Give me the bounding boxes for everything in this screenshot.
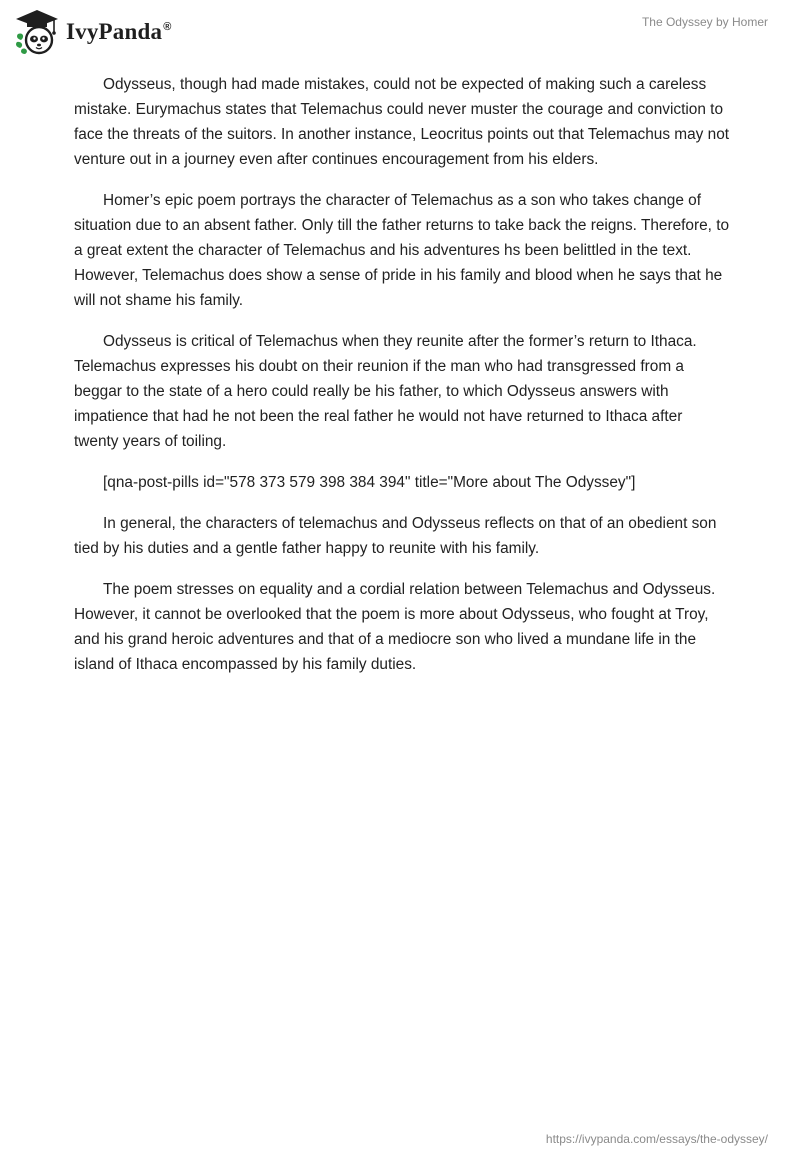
panda-graduate-icon [14,8,60,56]
paragraph: The poem stresses on equality and a cordial relation between Telemachus and Odysseus. However, it cannot be overlooked that the poem is more about Odysseus, who fought at Troy, and his grand heroic adventures and that of a mediocre son who lived a mundane life in the island of Ithaca encompassed by his family duties. [74,581,716,673]
paragraph: Odysseus, though had made mistakes, could not be expected of making such a careless mistake. Eurymachus states that Telemachus could never muster the courage and conviction to face the threats of the suitors. In another instance, Leocritus points out that Telemachus may not venture out in a journey even after continues encouragement from his elders. [74,76,730,168]
document-title: The Odyssey by Homer [641,15,768,29]
logo-wordmark: IvyPanda® [66,19,172,44]
ivypanda-logo[interactable] [14,8,172,56]
registered-mark: ® [163,21,172,34]
paragraph: In general, the characters of telemachus and Odysseus reflects on that of an obedient son tied by his duties and a gentle father happy to reunite with his family. [74,515,717,557]
shortcode-paragraph: [qna-post-pills id="578 373 579 398 384 394" title="More about The Odyssey"] [103,474,636,491]
page-header [0,0,800,64]
paragraph: Odysseus is critical of Telemachus when they reunite after the former’s return to Ithaca. Telemachus expresses his doubt on their reunion if the man who had transgressed from a beggar to the state of a hero could really be his father, to which Odysseus answers with impatience that had he not been the real father he would not have returned to Ithaca after twenty years of toiling. [74,333,697,450]
essay-body [74,72,730,693]
paragraph: Homer’s epic poem portrays the character of Telemachus as a son who takes change of situation due to an absent father. Only till the father returns to take back the reigns. Therefore, to a great extent the character of Telemachus and his adventures hs been belittled in the text. However, Telemachus does show a sense of pride in his family and blood when he says that he will not shame his family. [74,192,730,309]
footer-source-url[interactable]: https://ivypanda.com/essays/the-odyssey/ [545,1132,768,1146]
